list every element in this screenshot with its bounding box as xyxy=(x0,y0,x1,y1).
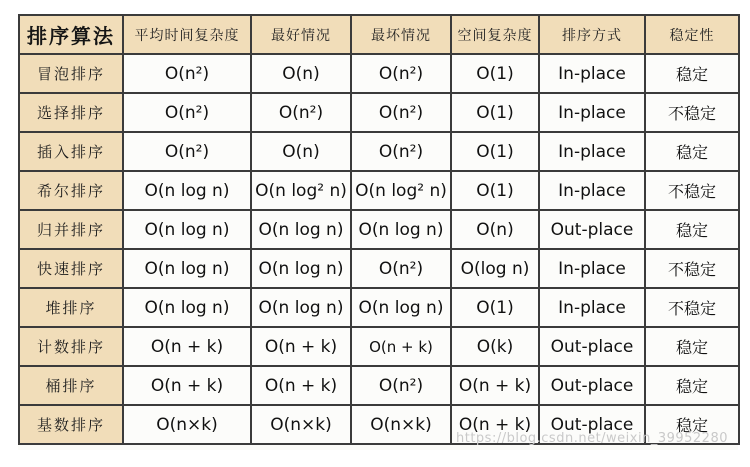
worst-case-cell: O(n×k) xyxy=(352,406,452,445)
space-cell: O(n + k) xyxy=(452,367,540,406)
sort-mode-cell: Out-place xyxy=(540,211,646,250)
space-cell: O(n) xyxy=(452,211,540,250)
space-cell: O(k) xyxy=(452,328,540,367)
table-row xyxy=(20,133,740,172)
average-time-cell: O(n log n) xyxy=(124,172,252,211)
space-cell: O(1) xyxy=(452,289,540,328)
worst-case-cell: O(n²) xyxy=(352,55,452,94)
algorithm-name: 插入排序 xyxy=(20,133,124,172)
space-cell: O(n + k) xyxy=(452,406,540,445)
sort-mode-cell: In-place xyxy=(540,250,646,289)
stability-cell: 不稳定 xyxy=(646,289,740,328)
average-time-cell: O(n²) xyxy=(124,133,252,172)
stability-cell: 不稳定 xyxy=(646,172,740,211)
sorting-complexity-sheet xyxy=(18,14,738,450)
algorithm-name: 快速排序 xyxy=(20,250,124,289)
space-cell: O(log n) xyxy=(452,250,540,289)
sort-mode-cell: In-place xyxy=(540,55,646,94)
header-best-case: 最好情况 xyxy=(252,16,352,55)
worst-case-cell: O(n log n) xyxy=(352,211,452,250)
header-row xyxy=(20,16,740,55)
algorithm-name: 桶排序 xyxy=(20,367,124,406)
stability-cell: 稳定 xyxy=(646,367,740,406)
header-space: 空间复杂度 xyxy=(452,16,540,55)
best-case-cell: O(n log n) xyxy=(252,211,352,250)
table-row xyxy=(20,289,740,328)
header-stability: 稳定性 xyxy=(646,16,740,55)
table-row xyxy=(20,250,740,289)
worst-case-cell: O(n²) xyxy=(352,250,452,289)
best-case-cell: O(n + k) xyxy=(252,328,352,367)
sort-mode-cell: In-place xyxy=(540,172,646,211)
average-time-cell: O(n×k) xyxy=(124,406,252,445)
header-worst-case: 最坏情况 xyxy=(352,16,452,55)
table-row xyxy=(20,55,740,94)
algorithm-name: 选择排序 xyxy=(20,94,124,133)
stability-cell: 不稳定 xyxy=(646,94,740,133)
watermark-url: https://blog.csdn.net/weixin_39952280 xyxy=(455,431,728,446)
stability-cell: 稳定 xyxy=(646,133,740,172)
average-time-cell: O(n log n) xyxy=(124,250,252,289)
worst-case-cell: O(n log² n) xyxy=(352,172,452,211)
table-row xyxy=(20,328,740,367)
best-case-cell: O(n log n) xyxy=(252,289,352,328)
algorithm-name: 计数排序 xyxy=(20,328,124,367)
sort-mode-cell: Out-place xyxy=(540,328,646,367)
algorithm-name: 希尔排序 xyxy=(20,172,124,211)
worst-case-cell: O(n log n) xyxy=(352,289,452,328)
average-time-cell: O(n²) xyxy=(124,55,252,94)
header-algorithm: 排序算法 xyxy=(20,16,124,55)
table-row xyxy=(20,94,740,133)
sort-mode-cell: In-place xyxy=(540,94,646,133)
average-time-cell: O(n log n) xyxy=(124,211,252,250)
stability-cell: 稳定 xyxy=(646,328,740,367)
average-time-cell: O(n + k) xyxy=(124,367,252,406)
space-cell: O(1) xyxy=(452,55,540,94)
table-row xyxy=(20,211,740,250)
worst-case-cell: O(n + k) xyxy=(352,328,452,367)
average-time-cell: O(n²) xyxy=(124,94,252,133)
best-case-cell: O(n log n) xyxy=(252,250,352,289)
stability-cell: 稳定 xyxy=(646,406,740,445)
stability-cell: 不稳定 xyxy=(646,250,740,289)
best-case-cell: O(n + k) xyxy=(252,367,352,406)
algorithm-name: 堆排序 xyxy=(20,289,124,328)
worst-case-cell: O(n²) xyxy=(352,133,452,172)
algorithm-name: 冒泡排序 xyxy=(20,55,124,94)
sort-mode-cell: In-place xyxy=(540,133,646,172)
best-case-cell: O(n log² n) xyxy=(252,172,352,211)
sort-mode-cell: Out-place xyxy=(540,367,646,406)
algorithm-name: 归并排序 xyxy=(20,211,124,250)
header-average-time: 平均时间复杂度 xyxy=(124,16,252,55)
sort-mode-cell: Out-place xyxy=(540,406,646,445)
best-case-cell: O(n×k) xyxy=(252,406,352,445)
worst-case-cell: O(n²) xyxy=(352,367,452,406)
best-case-cell: O(n²) xyxy=(252,94,352,133)
table-row xyxy=(20,367,740,406)
best-case-cell: O(n) xyxy=(252,133,352,172)
average-time-cell: O(n + k) xyxy=(124,328,252,367)
sort-mode-cell: In-place xyxy=(540,289,646,328)
average-time-cell: O(n log n) xyxy=(124,289,252,328)
stability-cell: 稳定 xyxy=(646,211,740,250)
worst-case-cell: O(n²) xyxy=(352,94,452,133)
stability-cell: 稳定 xyxy=(646,55,740,94)
algorithm-name: 基数排序 xyxy=(20,406,124,445)
space-cell: O(1) xyxy=(452,94,540,133)
space-cell: O(1) xyxy=(452,133,540,172)
table-row xyxy=(20,172,740,211)
best-case-cell: O(n) xyxy=(252,55,352,94)
header-sort-mode: 排序方式 xyxy=(540,16,646,55)
sorting-algorithms-table xyxy=(18,14,740,445)
space-cell: O(1) xyxy=(452,172,540,211)
